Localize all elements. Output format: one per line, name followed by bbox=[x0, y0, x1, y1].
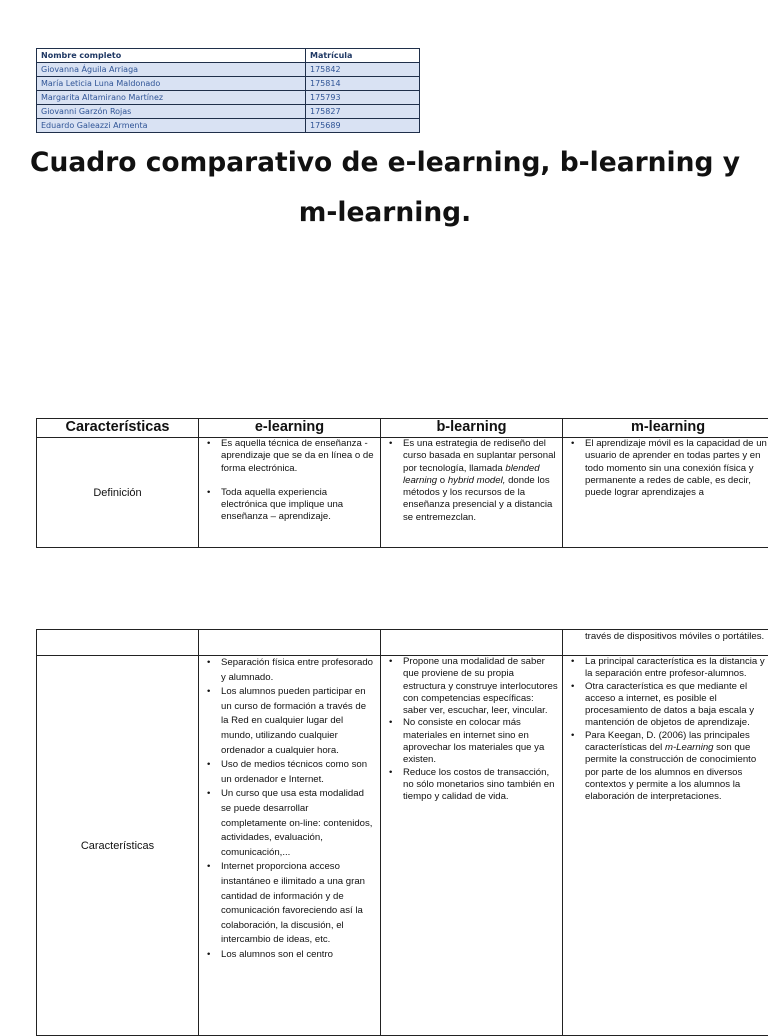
student-table bbox=[36, 48, 420, 133]
student-name: Giovanna Águila Arriaga bbox=[37, 63, 306, 77]
header-e-learning: e-learning bbox=[199, 419, 381, 438]
cell-definicion-b bbox=[381, 438, 563, 548]
text: son que permite la construcción de conocimiento por parte de los alumnos en diversos contextos y permite a los alumnos la elaboración de interpretaciones. bbox=[585, 742, 756, 802]
cell-caracteristicas-m bbox=[563, 656, 768, 1036]
list-item: • Uso de medios técnicos como son un ordenador e Internet. bbox=[221, 758, 376, 787]
text: Es una estrategia de rediseño del curso basada en suplantar personal por tecnología, llamada bbox=[403, 438, 556, 474]
cell-empty bbox=[37, 630, 199, 656]
header-b-learning: b-learning bbox=[381, 419, 563, 438]
cell-caracteristicas-e bbox=[199, 656, 381, 1036]
student-id: 175842 bbox=[306, 63, 420, 77]
list-item: • La principal característica es la distancia y la separación entre profesor-alumnos. bbox=[585, 656, 768, 681]
row-caracteristicas bbox=[37, 656, 768, 1036]
page-title: Cuadro comparativo de e-learning, b-learning y m-learning. bbox=[30, 138, 740, 238]
text: o bbox=[437, 475, 448, 486]
header-m-learning: m-learning bbox=[563, 419, 768, 438]
list-item: • Un curso que usa esta modalidad se puede desarrollar completamente on-line: contenidos, actividades, evaluación, comunicación,... bbox=[221, 787, 376, 860]
comparison-header bbox=[37, 419, 768, 438]
student-id: 175793 bbox=[306, 91, 420, 105]
comparison-table bbox=[36, 418, 768, 548]
student-name: Eduardo Galeazzi Armenta bbox=[37, 119, 306, 133]
header-nombre: Nombre completo bbox=[37, 49, 306, 63]
student-name: Giovanni Garzón Rojas bbox=[37, 105, 306, 119]
header-caracteristicas: Características bbox=[37, 419, 199, 438]
cell-continuation-m bbox=[563, 630, 768, 656]
list-item: • Propone una modalidad de saber que proviene de su propia estructura y construye interlocutores con competencias específicas: saber ver, escuchar, leer, vincular. bbox=[403, 656, 558, 717]
list-item bbox=[585, 730, 768, 804]
list-item: • Los alumnos son el centro bbox=[221, 948, 376, 963]
list-item: • Separación física entre profesorado y alumnado. bbox=[221, 656, 376, 685]
text: donde los métodos y los recursos de la enseñanza presencial y a distancia se entremezclan. bbox=[403, 475, 552, 523]
list-item: • No consiste en colocar más materiales en internet sino en aprovechar los materiales que ya existen. bbox=[403, 717, 558, 766]
cell-empty bbox=[199, 630, 381, 656]
text-em: m-Learning bbox=[665, 742, 714, 753]
list-item: • Es aquella técnica de enseñanza - aprendizaje que se da en línea o de forma electrónica. bbox=[221, 438, 376, 475]
student-name: Margarita Altamirano Martínez bbox=[37, 91, 306, 105]
comparison-table-continued bbox=[36, 629, 768, 1036]
row-label-caracteristicas: Características bbox=[37, 656, 199, 1036]
list-item bbox=[403, 438, 558, 524]
student-name: María Leticia Luna Maldonado bbox=[37, 77, 306, 91]
cell-empty bbox=[381, 630, 563, 656]
text-em: blended learning bbox=[403, 463, 540, 486]
text-em: hybrid model, bbox=[448, 475, 506, 486]
student-row bbox=[37, 63, 420, 77]
continuation-text: través de dispositivos móviles o portátiles. bbox=[563, 630, 768, 643]
list-item: • El aprendizaje móvil es la capacidad de un usuario de aprender en todas partes y en todo momento sin una conexión física y permanente a redes de cable, es decir, puede lograr aprendizajes a bbox=[585, 438, 768, 499]
list-item: • Internet proporciona acceso instantáneo e ilimitado a una gran cantidad de información y de comunicación favoreciendo así la colaboración, la discusión, el intercambio de ideas, etc. bbox=[221, 860, 376, 948]
student-row bbox=[37, 77, 420, 91]
list-item: • Los alumnos pueden participar en un curso de formación a través de la Red en cualquier lugar del mundo, utilizando cualquier ordenador a cualquier hora. bbox=[221, 685, 376, 758]
cell-definicion-m bbox=[563, 438, 768, 548]
list-item: • Otra característica es que mediante el acceso a internet, es posible el procesamiento de datos a baja escala y mantención de objetos de aprendizaje. bbox=[585, 681, 768, 730]
list-item: • Toda aquella experiencia electrónica que implique una enseñanza – aprendizaje. bbox=[221, 487, 376, 524]
header-matricula: Matrícula bbox=[306, 49, 420, 63]
cell-caracteristicas-b bbox=[381, 656, 563, 1036]
student-row bbox=[37, 91, 420, 105]
student-id: 175689 bbox=[306, 119, 420, 133]
text: Para Keegan, D. (2006) las principales características del bbox=[585, 730, 750, 753]
student-row bbox=[37, 105, 420, 119]
row-continuation bbox=[37, 630, 768, 656]
row-definicion bbox=[37, 438, 768, 548]
cell-definicion-e bbox=[199, 438, 381, 548]
student-id: 175827 bbox=[306, 105, 420, 119]
student-id: 175814 bbox=[306, 77, 420, 91]
list-item: • Reduce los costos de transacción, no sólo monetarios sino también en tiempo y calidad de vida. bbox=[403, 767, 558, 804]
row-label-definicion: Definición bbox=[37, 438, 199, 548]
student-row bbox=[37, 119, 420, 133]
student-table-header bbox=[37, 49, 420, 63]
